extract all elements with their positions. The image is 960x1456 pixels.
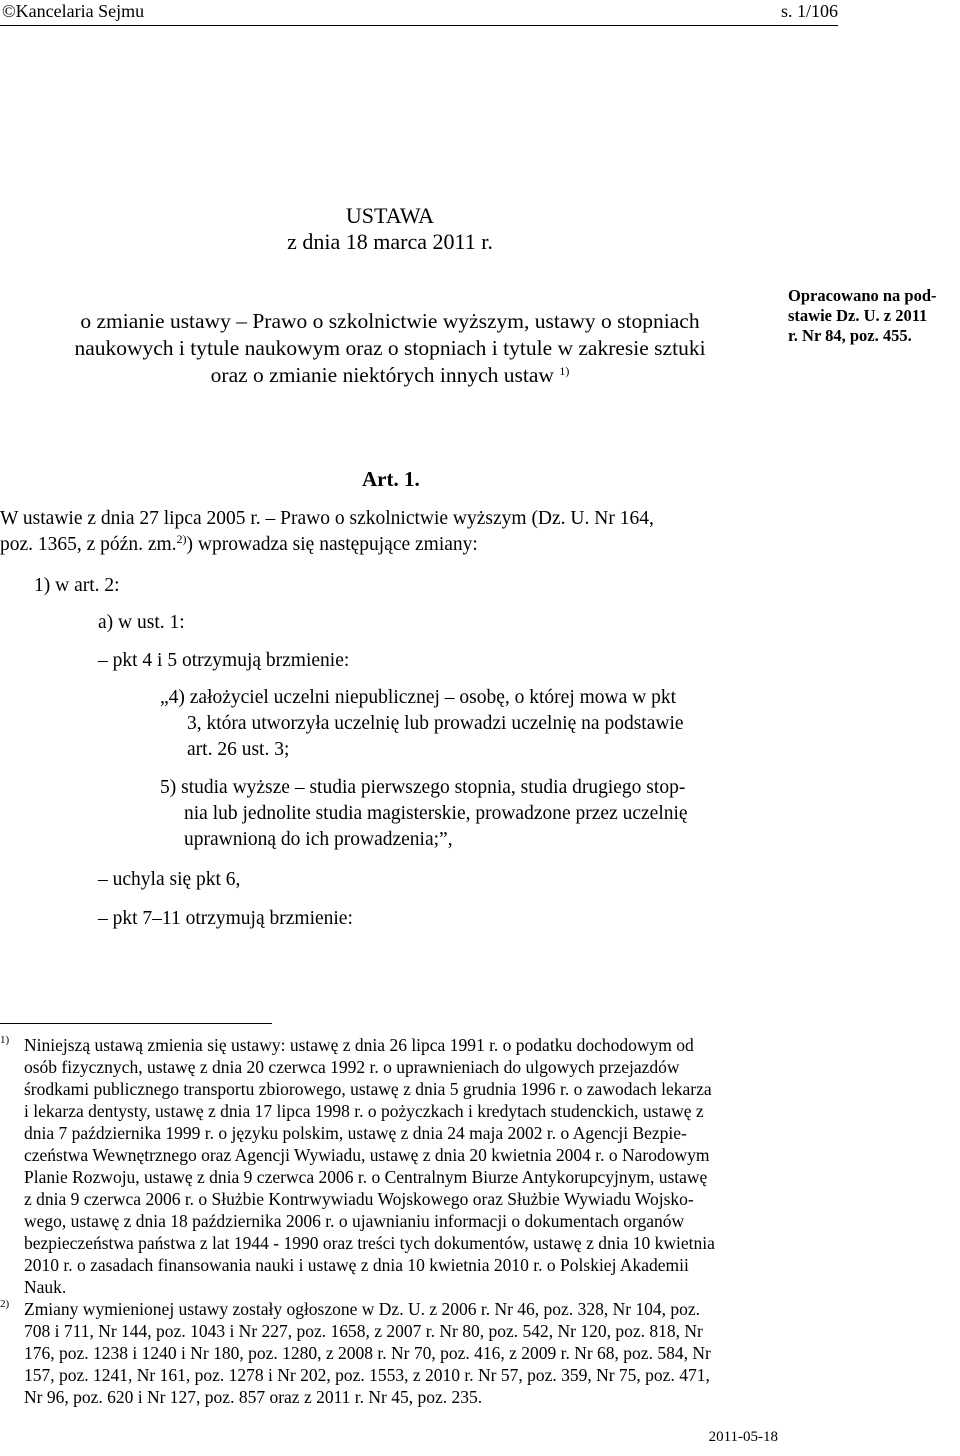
side-note bbox=[788, 286, 960, 346]
document-title bbox=[0, 203, 780, 255]
dash-item-2: – uchyla się pkt 6, bbox=[98, 869, 241, 890]
footnote-divider bbox=[0, 1023, 272, 1024]
footnote-ref-1[interactable]: 1) bbox=[559, 364, 570, 378]
header-page-number: s. 1/106 bbox=[780, 1, 838, 21]
footnote-ref-2[interactable]: 2) bbox=[176, 532, 187, 546]
header-divider bbox=[0, 25, 838, 26]
quoted-point-5: 5) studia wyższe – studia pierwszego stopnia, studia drugiego stop- nia lub jednolite studia magisterskie, prowadzone przez uczelnię uprawnioną do ich prowadzenia;”, bbox=[160, 777, 688, 850]
footnote-1-number: 1) bbox=[0, 1034, 10, 1046]
document-subject bbox=[0, 308, 780, 389]
footnote-2-number: 2) bbox=[0, 1298, 10, 1310]
article-intro-line-2: poz. 1365, z późn. zm.$^{2)}$) wprowadza się następujące zmiany: bbox=[0, 532, 478, 555]
quoted-point-4: „4) założyciel uczelni niepublicznej – osobę, o której mowa w pkt 3, która utworzyła uczelnię lub prowadzi uczelnię na podstawie art. 26 ust. 3; bbox=[160, 687, 684, 760]
item-1: 1) w art. 2: bbox=[34, 575, 120, 596]
side-note-line-2: stawie Dz. U. z 2011 bbox=[788, 306, 928, 325]
side-note-line-1: Opracowano na pod- bbox=[788, 286, 937, 305]
side-note-line-3: r. Nr 84, poz. 455. bbox=[788, 326, 912, 345]
subject-line-2: naukowych i tytule naukowym oraz o stopniach i tytule w zakresie sztuki bbox=[74, 336, 706, 360]
title-date: z dnia 18 marca 2011 r. bbox=[287, 229, 493, 254]
title-ustawa: USTAWA bbox=[345, 203, 435, 228]
article-intro-line-1: W ustawie z dnia 27 lipca 2005 r. – Prawo o szkolnictwie wyższym (Dz. U. Nr 164, bbox=[0, 508, 654, 529]
footnote-1: 1) Niniejszą ustawą zmienia się ustawy: ustawę z dnia 26 lipca 1991 r. o podatku dochodowym od osób fizycznych, ustawę z dnia 20 czerwca 1992 r. o uprawnieniach do ulgowych przejazdów środkami publicznego transportu zbiorowego, ustawę z dnia 5 grudnia 1996 r. o zawodach lekarza i lekarza dentysty, ustawę z dnia 17 lipca 1998 r. o pożyczkach i kredytach studenckich, ustawę z dnia 7 października 1999 r. o języku polskim, ustawę z dnia 24 maja 2002 r. o Agencji Bezpie- czeństwa Wewnętrznego oraz Agencji Wywiadu, ustawę z dnia 20 kwietnia 2004 r. o Narodowym Planie Rozwoju, ustawę z dnia 9 czerwca 2006 r. o Centralnym Biurze Antykorupcyjnym, ustawę z dnia 9 czerwca 2006 r. o Służbie Kontrwywiadu Wojskowego oraz Służbie Wywiadu Wojsko- wego, ustawę z dnia 18 października 2006 r. o ujawnianiu informacji o dokumentach organów bezpieczeństwa państwa z lat 1944 - 1990 oraz treści tych dokumentów, ustawę z dnia 10 kwietnia 2010 r. o zasadach finansowania nauki i ustawę z dnia 10 kwietnia 2010 r. o Polskiej Akademii Nauk. bbox=[0, 1034, 780, 1298]
dash-item-1: – pkt 4 i 5 otrzymują brzmienie: bbox=[98, 650, 350, 671]
footer-date: 2011-05-18 bbox=[708, 1429, 778, 1445]
item-1a: a) w ust. 1: bbox=[98, 612, 185, 633]
article-heading: Art. 1. bbox=[362, 467, 420, 491]
footnote-2: 2) Zmiany wymienionej ustawy zostały ogłoszone w Dz. U. z 2006 r. Nr 46, poz. 328, Nr 104, poz. 708 i 711, Nr 144, poz. 1043 i Nr 227, poz. 1658, z 2007 r. Nr 80, poz. 542, Nr 120, poz. 818, Nr 176, poz. 1238 i 1240 i Nr 180, poz. 1280, z 2008 r. Nr 70, poz. 416, z 2009 r. Nr 68, poz. 584, Nr 157, poz. 1241, Nr 161, poz. 1278 i Nr 202, poz. 1553, z 2010 r. Nr 57, poz. 359, Nr 75, poz. 471, Nr 96, poz. 620 i Nr 127, poz. 857 oraz z 2011 r. Nr 45, poz. 235. bbox=[0, 1298, 780, 1408]
header-source: ©Kancelaria Sejmu bbox=[2, 1, 145, 21]
subject-line-3: oraz o zmianie niektórych innych ustaw $^{1)}$ bbox=[210, 363, 570, 387]
dash-item-3: – pkt 7–11 otrzymują brzmienie: bbox=[98, 908, 353, 929]
subject-line-1: o zmianie ustawy – Prawo o szkolnictwie wyższym, ustawy o stopniach bbox=[80, 309, 700, 333]
